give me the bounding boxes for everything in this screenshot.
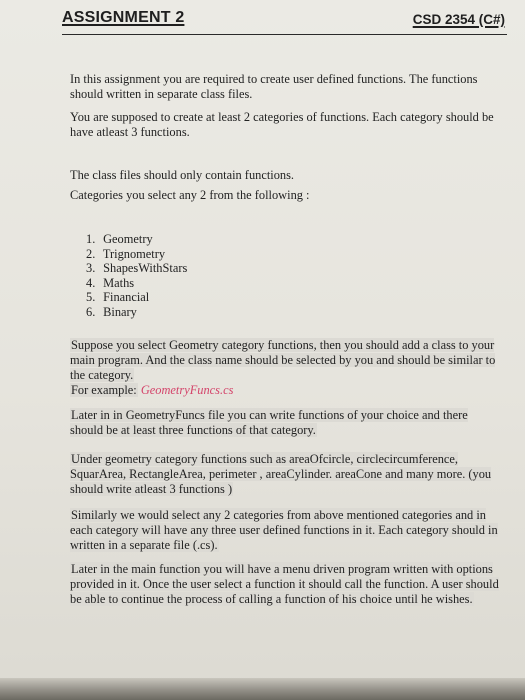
suppose-paragraph: Suppose you select Geometry category functions, then you should add a class to your main program. And the class name should be selected by you and should be similar to the category. For example: GeometryFuncs.cs	[70, 338, 496, 397]
categories-list	[74, 232, 187, 320]
course-code: CSD 2354 (C#)	[412, 12, 505, 27]
class-files-note: The class files should only contain functions.	[70, 168, 295, 182]
categories-intro: Categories you select any 2 from the following :	[70, 188, 310, 202]
list-item: 1. Geometry	[86, 232, 153, 246]
requirement-paragraph: You are supposed to create at least 2 categories of functions. Each category should be have atleast 3 functions.	[70, 110, 494, 139]
header	[62, 8, 507, 35]
example-label: For example:	[71, 383, 137, 397]
list-item: 6. Binary	[86, 304, 137, 319]
under-paragraph: Under geometry category functions such as areaOfcircle, circlecircumference, SquarArea, RectangleArea, perimeter , areaCylinder. areaCone and many more. (you should write atleast 3 functions )	[70, 452, 492, 496]
later-paragraph: Later in in GeometryFuncs file you can write functions of your choice and there should be at least three functions of that category.	[70, 408, 468, 437]
list-item: 2. Trignometry	[86, 246, 166, 261]
assignment-title: ASSIGNMENT 2	[62, 9, 185, 26]
intro-paragraph: In this assignment you are required to create user defined functions. The functions should written in separate class files.	[70, 72, 478, 101]
main-function-paragraph: Later in the main function you will have a menu driven program written with options provided in it. Once the user select a function it should call the function. A user should be able to continue the process of calling a function of his choice until he wishes.	[70, 562, 499, 606]
list-item: 5. Financial	[86, 290, 150, 305]
list-item: 3. ShapesWithStars	[86, 261, 188, 276]
similarly-paragraph: Similarly we would select any 2 categories from above mentioned categories and in each category will have any three user defined functions in it. Each category should in written in a separate file (.cs).	[70, 508, 498, 552]
example-filename: GeometryFuncs.cs	[140, 383, 234, 397]
page-bottom-edge	[0, 678, 525, 700]
list-item: 4. Maths	[86, 275, 135, 290]
